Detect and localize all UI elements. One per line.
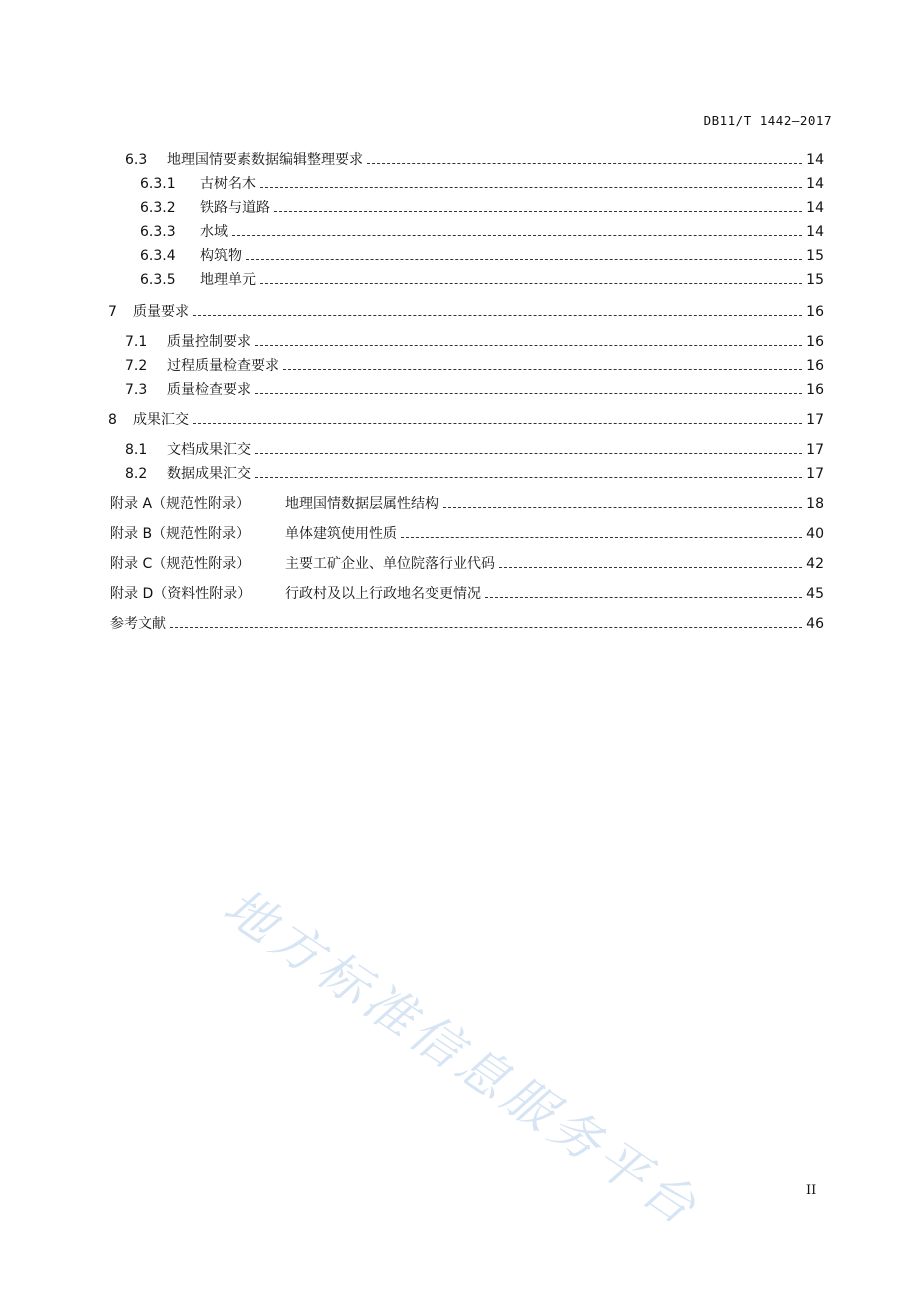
toc-entry-title: 水域 bbox=[200, 224, 228, 240]
toc-entry-page: 15 bbox=[806, 272, 824, 288]
toc-leader-dots bbox=[443, 506, 802, 508]
toc-entry[interactable] bbox=[125, 380, 824, 400]
toc-entry-number: 8.2 bbox=[125, 466, 148, 482]
toc-leader-dots bbox=[283, 368, 802, 370]
toc-entry-number: 6.3.1 bbox=[140, 176, 176, 192]
toc-entry-number: 7.1 bbox=[125, 334, 148, 350]
toc-entry-page: 17 bbox=[806, 466, 824, 482]
toc-entry-title: 主要工矿企业、单位院落行业代码 bbox=[285, 556, 495, 572]
toc-leader-dots bbox=[255, 344, 802, 346]
toc-leader-dots bbox=[246, 258, 802, 260]
document-code: DB11/T 1442—2017 bbox=[703, 113, 832, 128]
toc-entry-title: 行政村及以上行政地名变更情况 bbox=[285, 586, 481, 602]
toc-leader-dots bbox=[193, 314, 802, 316]
toc-entry-number: 6.3 bbox=[125, 152, 148, 168]
toc-entry[interactable] bbox=[110, 614, 824, 634]
toc-entry-page: 42 bbox=[806, 556, 824, 572]
toc-entry[interactable] bbox=[108, 302, 824, 322]
toc-entry[interactable] bbox=[125, 356, 824, 376]
toc-entry-number: 6.3.3 bbox=[140, 224, 176, 240]
toc-entry[interactable] bbox=[125, 464, 824, 484]
toc-entry-title: 质量检查要求 bbox=[167, 382, 251, 398]
watermark: 地方标准信息服务平台 bbox=[213, 877, 711, 1239]
toc-entry[interactable] bbox=[140, 246, 824, 266]
toc-entry-page: 45 bbox=[806, 586, 824, 602]
toc-entry[interactable] bbox=[110, 494, 824, 514]
toc-entry-number: 6.3.5 bbox=[140, 272, 176, 288]
toc-leader-dots bbox=[260, 282, 802, 284]
toc-entry-page: 14 bbox=[806, 176, 824, 192]
toc-entry-number: 6.3.4 bbox=[140, 248, 176, 264]
toc-entry-number: 8 bbox=[108, 412, 117, 428]
toc-leader-dots bbox=[193, 422, 802, 424]
toc-leader-dots bbox=[232, 234, 802, 236]
toc-entry-page: 14 bbox=[806, 200, 824, 216]
toc-entry-title: 参考文献 bbox=[110, 616, 166, 632]
toc-entry-page: 15 bbox=[806, 248, 824, 264]
toc-leader-dots bbox=[499, 566, 802, 568]
toc-leader-dots bbox=[255, 476, 802, 478]
toc-entry-number: 7.3 bbox=[125, 382, 148, 398]
toc-entry-number: 6.3.2 bbox=[140, 200, 176, 216]
toc-leader-dots bbox=[170, 626, 802, 628]
toc-leader-dots bbox=[255, 392, 802, 394]
toc-entry-number: 8.1 bbox=[125, 442, 148, 458]
toc-entry-title: 质量要求 bbox=[133, 304, 189, 320]
toc-leader-dots bbox=[485, 596, 802, 598]
toc-entry-title: 数据成果汇交 bbox=[167, 466, 251, 482]
toc-entry[interactable] bbox=[140, 270, 824, 290]
toc-entry[interactable] bbox=[125, 150, 824, 170]
toc-entry-title: 成果汇交 bbox=[133, 412, 189, 428]
toc-entry[interactable] bbox=[125, 332, 824, 352]
toc-entry-title: 古树名木 bbox=[200, 176, 256, 192]
toc-entry-title: 质量控制要求 bbox=[167, 334, 251, 350]
toc-entry[interactable] bbox=[110, 554, 824, 574]
toc-leader-dots bbox=[367, 162, 802, 164]
toc-entry-page: 16 bbox=[806, 334, 824, 350]
toc-entry-page: 16 bbox=[806, 382, 824, 398]
toc-entry-title: 地理单元 bbox=[200, 272, 256, 288]
toc-entry-page: 14 bbox=[806, 152, 824, 168]
toc-entry-page: 46 bbox=[806, 616, 824, 632]
toc-entry-page: 16 bbox=[806, 304, 824, 320]
toc-entry-number: 附录 C（规范性附录） bbox=[110, 556, 251, 572]
toc-entry-number: 7.2 bbox=[125, 358, 148, 374]
toc-leader-dots bbox=[401, 536, 802, 538]
toc-entry[interactable] bbox=[140, 222, 824, 242]
toc-entry[interactable] bbox=[110, 584, 824, 604]
toc-entry-title: 过程质量检查要求 bbox=[167, 358, 279, 374]
toc-entry-number: 7 bbox=[108, 304, 117, 320]
toc-entry[interactable] bbox=[108, 410, 824, 430]
toc-entry-page: 17 bbox=[806, 442, 824, 458]
toc-entry-page: 14 bbox=[806, 224, 824, 240]
toc-entry[interactable] bbox=[125, 440, 824, 460]
toc-entry-title: 文档成果汇交 bbox=[167, 442, 251, 458]
toc-entry-title: 铁路与道路 bbox=[200, 200, 270, 216]
toc-entry-page: 17 bbox=[806, 412, 824, 428]
toc-entry-title: 构筑物 bbox=[200, 248, 242, 264]
toc-leader-dots bbox=[255, 452, 802, 454]
toc-entry-page: 18 bbox=[806, 496, 824, 512]
toc-entry-title: 单体建筑使用性质 bbox=[285, 526, 397, 542]
toc-entry-number: 附录 B（规范性附录） bbox=[110, 526, 251, 542]
toc-entry-number: 附录 D（资料性附录） bbox=[110, 586, 252, 602]
toc-entry-number: 附录 A（规范性附录） bbox=[110, 496, 251, 512]
toc-entry-page: 16 bbox=[806, 358, 824, 374]
toc-entry[interactable] bbox=[140, 174, 824, 194]
toc-leader-dots bbox=[260, 186, 802, 188]
toc-entry-title: 地理国情要素数据编辑整理要求 bbox=[167, 152, 363, 168]
page-folio: II bbox=[806, 1183, 817, 1198]
toc-entry[interactable] bbox=[110, 524, 824, 544]
toc-entry[interactable] bbox=[140, 198, 824, 218]
toc-entry-page: 40 bbox=[806, 526, 824, 542]
toc-entry-title: 地理国情数据层属性结构 bbox=[285, 496, 439, 512]
toc-leader-dots bbox=[274, 210, 802, 212]
